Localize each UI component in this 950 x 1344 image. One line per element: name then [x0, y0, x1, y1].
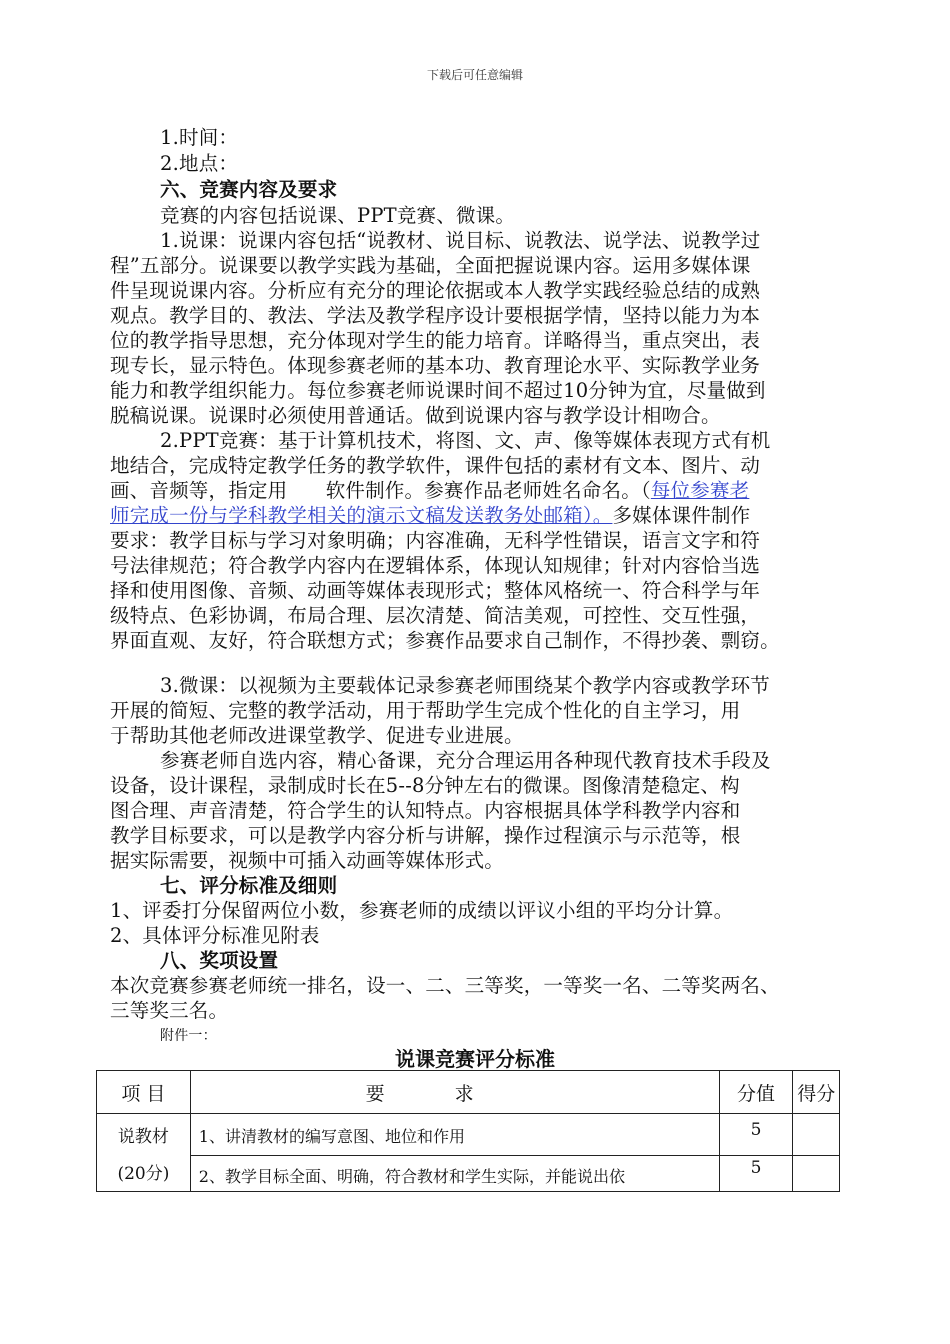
- paragraph-line: 开展的简短、完整的教学活动，用于帮助学生完成个性化的自主学习，用: [110, 699, 741, 722]
- paragraph-line: 3.微课：以视频为主要载体记录参赛老师围绕某个教学内容或教学环节: [160, 674, 771, 697]
- page-header: 下载后可任意编辑: [426, 68, 523, 82]
- table-row: [97, 1114, 840, 1156]
- paragraph-line: 界面直观、友好，符合联想方式；参赛作品要求自己制作，不得抄袭、剽窃。: [110, 629, 780, 652]
- paragraph-line: 地结合，完成特定教学任务的教学软件，课件包括的素材有文本、图片、动: [110, 454, 761, 477]
- section-6-intro: 竞赛的内容包括说课、PPT竞赛、微课。: [160, 204, 516, 227]
- paragraph-line: 图合理、声音清楚，符合学生的认知特点。内容根据具体学科教学内容和: [110, 799, 741, 822]
- rule-line: 1、评委打分保留两位小数，参赛老师的成绩以评议小组的平均分计算。: [110, 899, 734, 922]
- paragraph-text: 多媒体课件制作: [612, 504, 751, 527]
- attachment-label: 附件一：: [160, 1028, 217, 1044]
- group-points: (20分): [117, 1163, 170, 1184]
- scoring-table: [96, 1070, 840, 1192]
- email-link-continued[interactable]: 师完成一份与学科教学相关的演示文稿发送教务处邮箱）。: [110, 504, 613, 527]
- paragraph-line: 择和使用图像、音频、动画等媒体表现形式；整体风格统一、符合科学与年: [110, 579, 761, 602]
- section-8-heading: 八、奖项设置: [160, 949, 279, 972]
- table-title: 说课竞赛评分标准: [395, 1047, 555, 1071]
- score-cell: 5: [719, 1156, 793, 1192]
- header-requirement: 要求: [190, 1071, 719, 1114]
- header-score: 分值: [719, 1071, 793, 1114]
- requirement-cell: 2、教学目标全面、明确，符合教材和学生实际，并能说出依: [190, 1156, 719, 1192]
- score-cell: 5: [719, 1114, 793, 1156]
- table-header-row: [97, 1071, 840, 1114]
- rule-line: 2、具体评分标准见附表: [110, 924, 320, 947]
- paragraph-line: 级特点、色彩协调，布局合理、层次清楚、简洁美观，可控性、交互性强，: [110, 604, 761, 627]
- paragraph-line: 号法律规范；符合教学内容内在逻辑体系，体现认知规律；针对内容恰当选: [110, 554, 761, 577]
- paragraph-line: 脱稿说课。说课时必须使用普通话。做到说课内容与教学设计相吻合。: [110, 404, 721, 427]
- paragraph-line: 位的教学指导思想，充分体现对学生的能力培育。详略得当，重点突出，表: [110, 329, 761, 352]
- group-cell: [97, 1114, 191, 1192]
- paragraph-line: 1.说课：说课内容包括“说教材、说目标、说教法、说学法、说教学过: [160, 229, 761, 252]
- obtained-cell[interactable]: [793, 1114, 840, 1156]
- paragraph-line: 教学目标要求，可以是教学内容分析与讲解，操作过程演示与示范等，根: [110, 824, 741, 847]
- header-obtained: 得分: [793, 1071, 840, 1114]
- paragraph-line: 2.PPT竞赛：基于计算机技术，将图、文、声、像等媒体表现方式有机: [160, 429, 771, 452]
- time-line: 1.时间：: [160, 126, 239, 149]
- section-7-heading: 七、评分标准及细则: [160, 874, 338, 897]
- table-row: [97, 1156, 840, 1192]
- paragraph-line: 件呈现说课内容。分析应有充分的理论依据或本人教学实践经验总结的成熟: [110, 279, 761, 302]
- paragraph-line: 观点。教学目的、教法、学法及教学程序设计要根据学情，坚持以能力为本: [110, 304, 761, 327]
- paragraph-line: 要求：教学目标与学习对象明确；内容准确，无科学性错误，语言文字和符: [110, 529, 761, 552]
- paragraph-line: 据实际需要，视频中可插入动画等媒体形式。: [110, 849, 505, 872]
- email-link[interactable]: 每位参赛老: [650, 479, 750, 502]
- paragraph-line: 参赛老师自选内容，精心备课，充分合理运用各种现代教育技术手段及: [160, 749, 771, 772]
- header-item: 项 目: [97, 1071, 191, 1114]
- paragraph-line: 现专长，显示特色。体现参赛老师的基本功、教育理论水平、实际教学业务: [110, 354, 761, 377]
- award-line: 本次竞赛参赛老师统一排名，设一、二、三等奖，一等奖一名、二等奖两名、: [110, 974, 780, 997]
- paragraph-text: 画、音频等，指定用 软件制作。参赛作品老师姓名命名。（: [110, 479, 651, 502]
- award-line: 三等奖三名。: [110, 999, 229, 1022]
- paragraph-line: 程”五部分。说课要以教学实践为基础，全面把握说课内容。运用多媒体课: [110, 254, 751, 277]
- paragraph-line: [110, 478, 749, 503]
- paragraph-line: [110, 503, 750, 528]
- requirement-cell: 1、讲清教材的编写意图、地位和作用: [190, 1114, 719, 1156]
- group-name: 说教材: [117, 1126, 169, 1147]
- obtained-cell[interactable]: [793, 1156, 840, 1192]
- paragraph-line: 于帮助其他老师改进课堂教学、促进专业进展。: [110, 724, 524, 747]
- paragraph-line: 设备，设计课程，录制成时长在5--8分钟左右的微课。图像清楚稳定、构: [110, 774, 740, 797]
- location-line: 2.地点：: [160, 152, 239, 175]
- paragraph-line: 能力和教学组织能力。每位参赛老师说课时间不超过10分钟为宜，尽量做到: [110, 379, 766, 402]
- section-6-heading: 六、竞赛内容及要求: [160, 178, 338, 201]
